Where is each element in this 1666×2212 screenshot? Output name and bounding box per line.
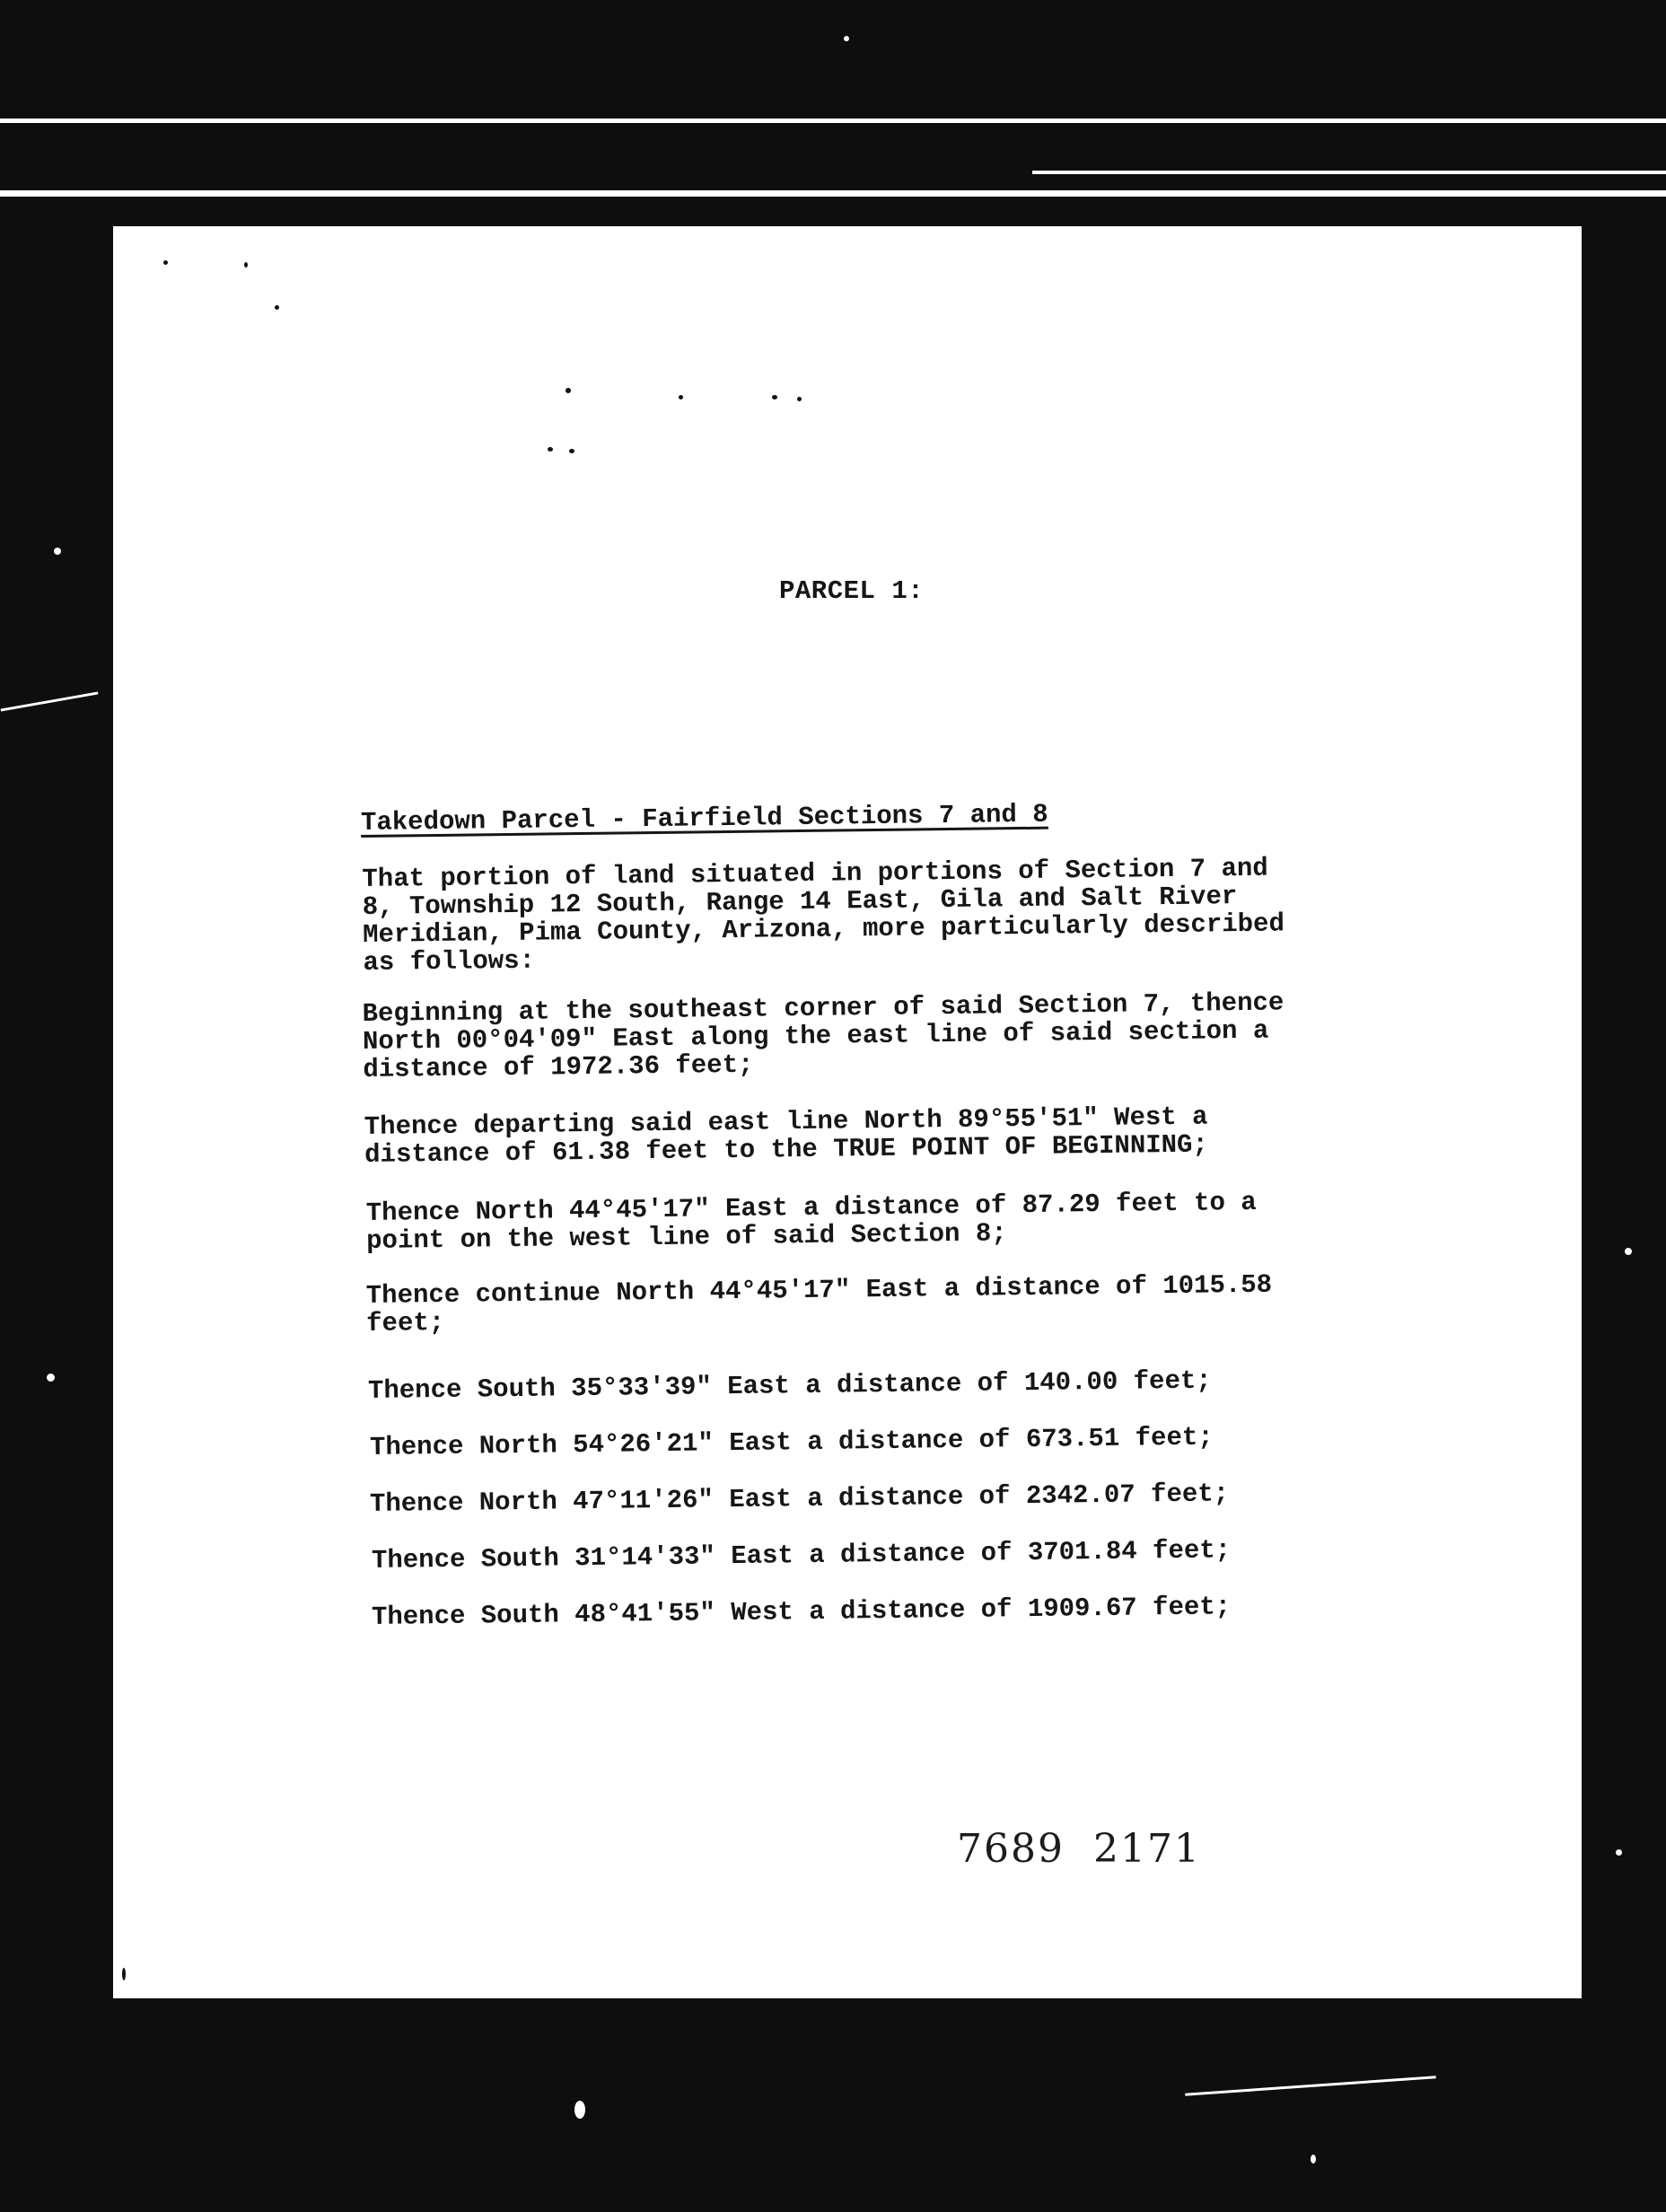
boundary-course: Thence North 44°45'17" East a distance of 87.29 feet to a point on the west line of said Section 8; bbox=[365, 1187, 1257, 1256]
scan-streak bbox=[0, 118, 1666, 123]
scan-speck bbox=[1616, 1849, 1622, 1856]
scan-streak bbox=[1185, 2076, 1436, 2096]
dust-mark bbox=[566, 388, 571, 393]
dust-mark bbox=[797, 397, 802, 401]
recording-stamp-number: 7689 2171 bbox=[957, 1826, 1201, 1872]
boundary-course: Thence departing said east line North 89°55'51" West a distance of 61.38 feet to the TRUE POINT OF BEGINNING; bbox=[364, 1102, 1209, 1170]
description-paragraph: That portion of land situated in portions of Section 7 and 8, Township 12 South, Range 14 East, Gila and Salt River Meridian, Pima County, Arizona, more particularly described as follows: bbox=[362, 853, 1285, 978]
dust-mark bbox=[275, 305, 279, 310]
boundary-course: Beginning at the southeast corner of said Section 7, thence North 00°04'09" East along the east line of said section a distance of 1972.36 feet; bbox=[362, 988, 1285, 1084]
scan-speck bbox=[1311, 2155, 1316, 2164]
dust-mark bbox=[569, 449, 574, 453]
scan-speck bbox=[574, 2101, 585, 2119]
scan-speck bbox=[47, 1374, 55, 1382]
scan-streak bbox=[1, 691, 99, 711]
dust-mark bbox=[772, 395, 777, 399]
boundary-course: Thence North 54°26'21" East a distance of 673.51 feet; bbox=[369, 1422, 1214, 1462]
boundary-course: Thence continue North 44°45'17" East a distance of 1015.58 feet; bbox=[365, 1269, 1273, 1339]
dust-mark bbox=[163, 260, 168, 265]
page-heading: PARCEL 1: bbox=[779, 576, 925, 606]
dust-mark bbox=[679, 395, 683, 399]
dust-mark bbox=[122, 1968, 126, 1980]
scan-streak bbox=[1032, 171, 1666, 174]
dust-mark bbox=[548, 447, 553, 452]
boundary-course: Thence South 48°41'55" West a distance of 1909.67 feet; bbox=[371, 1592, 1232, 1632]
dust-mark bbox=[244, 262, 248, 268]
boundary-course: Thence South 31°14'33" East a distance of 3701.84 feet; bbox=[371, 1535, 1232, 1576]
scan-streak bbox=[0, 190, 1666, 197]
section-title: Takedown Parcel - Fairfield Sections 7 and 8 bbox=[360, 799, 1048, 838]
boundary-course: Thence North 47°11'26" East a distance of 2342.07 feet; bbox=[369, 1479, 1230, 1519]
scan-speck bbox=[1625, 1248, 1632, 1255]
scan-speck bbox=[844, 36, 849, 41]
scan-speck bbox=[54, 548, 61, 555]
boundary-course: Thence South 35°33'39" East a distance of 140.00 feet; bbox=[367, 1365, 1212, 1406]
